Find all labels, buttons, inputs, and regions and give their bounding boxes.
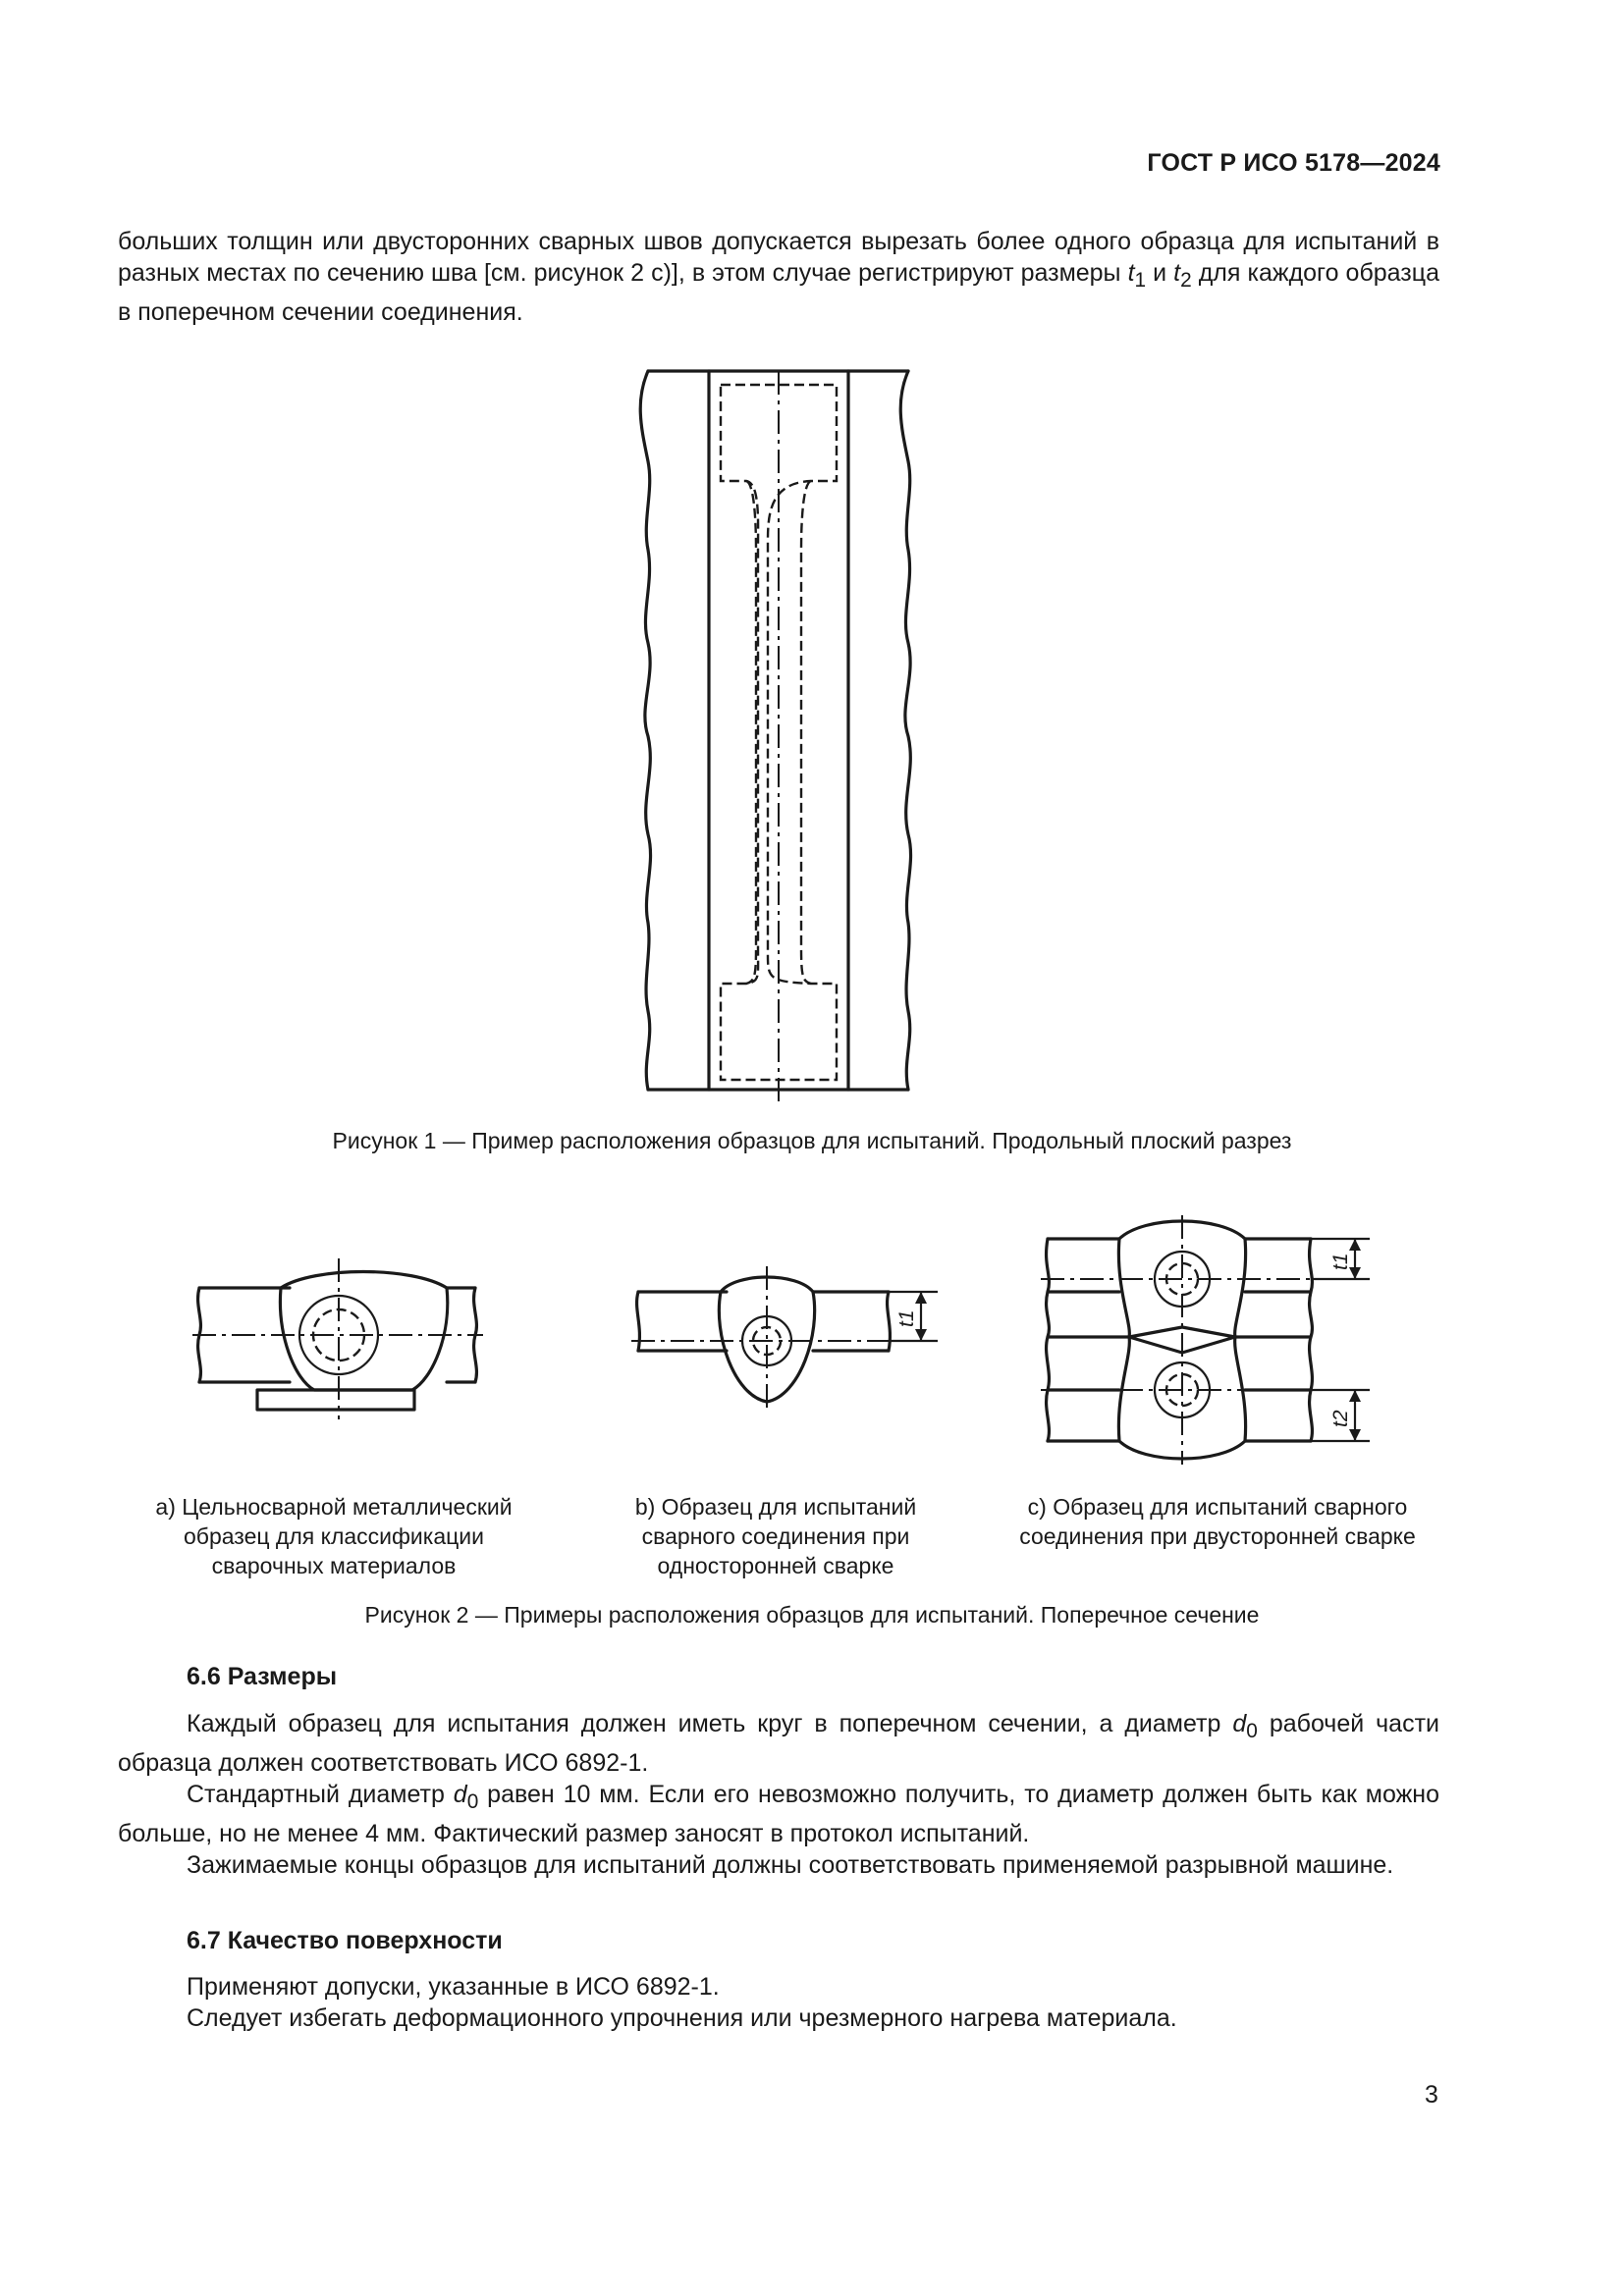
- section-6-6-heading: 6.6 Размеры: [187, 1663, 338, 1690]
- section-6-6-p1: Каждый образец для испытания должен иметь круг в поперечном сечении, а диаметр $d_0$ рабочей части образца должен соответствовать ИСО 6892-1.: [118, 1710, 1439, 1777]
- plate-left-edge: [640, 371, 650, 1090]
- figure-2b-drawing: [631, 1266, 938, 1412]
- section-6-6-body: [118, 1708, 1439, 1881]
- t1-subscript: 1: [1134, 269, 1147, 292]
- intro-text-1: больших толщин или двусторонних сварных швов допускается вырезать более одного образца для испытаний в разных местах по сечению шва [см. рисунок 2 с)], в этом случае регистрируют размеры: [118, 228, 1439, 287]
- document-id: ГОСТ Р ИСО 5178—2024: [1147, 149, 1440, 177]
- intro-and: и: [1146, 259, 1174, 287]
- figure-2a-drawing: [192, 1258, 483, 1419]
- backing-strip: [257, 1390, 414, 1410]
- figure-1-caption: Рисунок 1 — Пример расположения образцов для испытаний. Продольный плоский разрез: [332, 1128, 1292, 1153]
- t1-label-2c: t1: [1329, 1253, 1352, 1270]
- t1-label-2b: t1: [895, 1309, 918, 1327]
- figure-2-caption: Рисунок 2 — Примеры расположения образцов для испытаний. Поперечное сечение: [364, 1602, 1260, 1628]
- t2-subscript: 2: [1180, 269, 1192, 292]
- section-6-7-body: [118, 1971, 1439, 2034]
- section-6-6-p3: Зажимаемые концы образцов для испытаний должны соответствовать применяемой разрывной машине.: [187, 1851, 1394, 1879]
- figure-1-drawing: [640, 371, 910, 1105]
- figure-2b-subcaption: b) Образец для испытаний сварного соединения при односторонней сварке: [634, 1494, 917, 1578]
- figure-2a-subcaption: a) Цельносварной металлический образец для классификации сварочных материалов: [155, 1494, 513, 1578]
- section-6-7-heading: 6.7 Качество поверхности: [187, 1927, 503, 1954]
- page-number: 3: [1425, 2081, 1438, 2109]
- d0-subscript-2: 0: [466, 1790, 479, 1813]
- t-symbol: t: [1127, 259, 1135, 287]
- plate-right-edge: [900, 371, 910, 1090]
- section-6-7-p2: Следует избегать деформационного упрочнения или чрезмерного нагрева материала.: [187, 2004, 1177, 2032]
- section-6-6-p2: Стандартный диаметр $d_0$ равен 10 мм. Если его невозможно получить, то диаметр должен быть как можно больше, но не менее 4 мм. Фактический размер заносят в протокол испытаний.: [118, 1781, 1440, 1847]
- intro-text-2: для каждого образца в поперечном сечении соединения.: [118, 259, 1439, 326]
- figure-2c-subcaption: c) Образец для испытаний сварного соединения при двусторонней сварке: [1019, 1494, 1416, 1549]
- t-symbol-2: t: [1173, 259, 1181, 287]
- d-symbol: d: [1232, 1710, 1247, 1737]
- t2-label-2c: t2: [1329, 1410, 1352, 1427]
- section-6-7-p1: Применяют допуски, указанные в ИСО 6892-1.: [187, 1973, 720, 2001]
- d-symbol-2: d: [453, 1781, 467, 1808]
- d0-subscript: 0: [1246, 1720, 1258, 1742]
- figure-2c-drawing: [1041, 1215, 1370, 1465]
